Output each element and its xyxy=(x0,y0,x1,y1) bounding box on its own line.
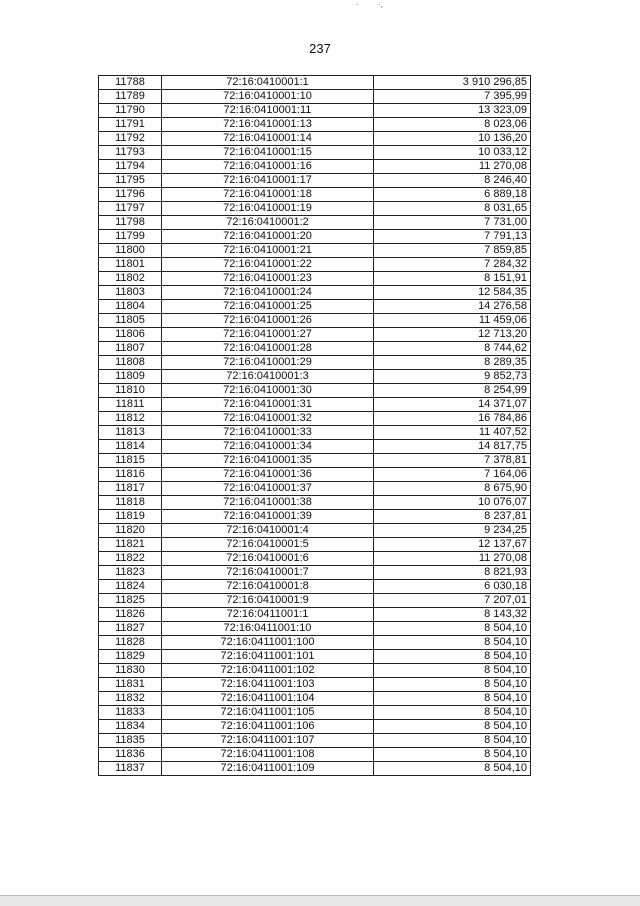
cadastral-number-cell: 72:16:0410001:16 xyxy=(162,160,374,174)
table-body xyxy=(99,76,531,776)
row-number-cell: 11799 xyxy=(99,230,162,244)
page-number: 237 xyxy=(309,41,331,56)
cadastral-value-cell: 8 504,10 xyxy=(374,664,531,678)
table-row xyxy=(99,664,531,678)
cadastral-number-cell: 72:16:0410001:39 xyxy=(162,510,374,524)
cadastral-value-cell: 6 889,18 xyxy=(374,188,531,202)
cadastral-number-cell: 72:16:0410001:35 xyxy=(162,454,374,468)
cadastral-number-cell: 72:16:0410001:11 xyxy=(162,104,374,118)
cadastral-number-cell: 72:16:0410001:13 xyxy=(162,118,374,132)
table-row xyxy=(99,384,531,398)
table-row xyxy=(99,748,531,762)
table-row xyxy=(99,678,531,692)
row-number-cell: 11823 xyxy=(99,566,162,580)
cadastral-value-cell: 8 504,10 xyxy=(374,748,531,762)
row-number-cell: 11826 xyxy=(99,608,162,622)
cadastral-value-cell: 8 151,91 xyxy=(374,272,531,286)
row-number-cell: 11814 xyxy=(99,440,162,454)
row-number-cell: 11793 xyxy=(99,146,162,160)
cadastral-number-cell: 72:16:0410001:37 xyxy=(162,482,374,496)
row-number-cell: 11836 xyxy=(99,748,162,762)
table-row xyxy=(99,328,531,342)
cadastral-number-cell: 72:16:0410001:4 xyxy=(162,524,374,538)
row-number-cell: 11828 xyxy=(99,636,162,650)
table-row xyxy=(99,482,531,496)
cadastral-value-cell: 7 378,81 xyxy=(374,454,531,468)
cadastral-number-cell: 72:16:0411001:106 xyxy=(162,720,374,734)
row-number-cell: 11827 xyxy=(99,622,162,636)
table-row xyxy=(99,496,531,510)
row-number-cell: 11808 xyxy=(99,356,162,370)
cadastral-value-cell: 7 284,32 xyxy=(374,258,531,272)
cadastral-value-cell: 7 859,85 xyxy=(374,244,531,258)
row-number-cell: 11801 xyxy=(99,258,162,272)
cadastral-number-cell: 72:16:0410001:18 xyxy=(162,188,374,202)
table-row xyxy=(99,230,531,244)
cadastral-number-cell: 72:16:0410001:6 xyxy=(162,552,374,566)
cadastral-value-cell: 8 744,62 xyxy=(374,342,531,356)
row-number-cell: 11812 xyxy=(99,412,162,426)
table-row xyxy=(99,580,531,594)
cadastral-number-cell: 72:16:0410001:33 xyxy=(162,426,374,440)
table-row xyxy=(99,734,531,748)
cadastral-value-cell: 8 246,40 xyxy=(374,174,531,188)
row-number-cell: 11806 xyxy=(99,328,162,342)
cadastral-number-cell: 72:16:0411001:109 xyxy=(162,762,374,776)
table-row xyxy=(99,720,531,734)
row-number-cell: 11833 xyxy=(99,706,162,720)
table-row xyxy=(99,286,531,300)
cadastral-number-cell: 72:16:0410001:2 xyxy=(162,216,374,230)
cadastral-value-cell: 7 164,06 xyxy=(374,468,531,482)
cadastral-value-cell: 8 504,10 xyxy=(374,692,531,706)
cadastral-value-cell: 8 504,10 xyxy=(374,720,531,734)
row-number-cell: 11825 xyxy=(99,594,162,608)
table-row xyxy=(99,398,531,412)
row-number-cell: 11831 xyxy=(99,678,162,692)
cadastral-value-cell: 16 784,86 xyxy=(374,412,531,426)
table-row xyxy=(99,202,531,216)
cadastral-value-cell: 7 207,01 xyxy=(374,594,531,608)
cadastral-value-table xyxy=(98,75,531,776)
cadastral-value-cell: 8 504,10 xyxy=(374,678,531,692)
cadastral-number-cell: 72:16:0410001:26 xyxy=(162,314,374,328)
table-row xyxy=(99,538,531,552)
table-row xyxy=(99,566,531,580)
row-number-cell: 11789 xyxy=(99,90,162,104)
cadastral-value-cell: 8 504,10 xyxy=(374,762,531,776)
cadastral-number-cell: 72:16:0410001:21 xyxy=(162,244,374,258)
table-row xyxy=(99,258,531,272)
cadastral-number-cell: 72:16:0410001:27 xyxy=(162,328,374,342)
cadastral-value-cell: 8 504,10 xyxy=(374,636,531,650)
row-number-cell: 11805 xyxy=(99,314,162,328)
cadastral-number-cell: 72:16:0411001:10 xyxy=(162,622,374,636)
table-row xyxy=(99,706,531,720)
cadastral-number-cell: 72:16:0410001:14 xyxy=(162,132,374,146)
cadastral-number-cell: 72:16:0411001:105 xyxy=(162,706,374,720)
cadastral-number-cell: 72:16:0410001:24 xyxy=(162,286,374,300)
cadastral-number-cell: 72:16:0410001:5 xyxy=(162,538,374,552)
table-row xyxy=(99,370,531,384)
table-row xyxy=(99,524,531,538)
cadastral-value-cell: 9 852,73 xyxy=(374,370,531,384)
cadastral-value-cell: 8 254,99 xyxy=(374,384,531,398)
cadastral-value-cell: 8 504,10 xyxy=(374,650,531,664)
cadastral-number-cell: 72:16:0410001:30 xyxy=(162,384,374,398)
cadastral-number-cell: 72:16:0410001:34 xyxy=(162,440,374,454)
table-row xyxy=(99,174,531,188)
row-number-cell: 11800 xyxy=(99,244,162,258)
row-number-cell: 11788 xyxy=(99,76,162,90)
table-row xyxy=(99,314,531,328)
row-number-cell: 11824 xyxy=(99,580,162,594)
table-row xyxy=(99,608,531,622)
cadastral-number-cell: 72:16:0410001:38 xyxy=(162,496,374,510)
cadastral-value-cell: 12 137,67 xyxy=(374,538,531,552)
table-row xyxy=(99,244,531,258)
cadastral-number-cell: 72:16:0410001:7 xyxy=(162,566,374,580)
table-row xyxy=(99,76,531,90)
cadastral-number-cell: 72:16:0410001:9 xyxy=(162,594,374,608)
row-number-cell: 11818 xyxy=(99,496,162,510)
table-row xyxy=(99,510,531,524)
table-row xyxy=(99,762,531,776)
cadastral-value-cell: 8 504,10 xyxy=(374,706,531,720)
row-number-cell: 11811 xyxy=(99,398,162,412)
table-row xyxy=(99,636,531,650)
row-number-cell: 11807 xyxy=(99,342,162,356)
row-number-cell: 11798 xyxy=(99,216,162,230)
row-number-cell: 11804 xyxy=(99,300,162,314)
row-number-cell: 11835 xyxy=(99,734,162,748)
cadastral-value-cell: 11 270,08 xyxy=(374,552,531,566)
cadastral-value-cell: 10 076,07 xyxy=(374,496,531,510)
cadastral-number-cell: 72:16:0411001:103 xyxy=(162,678,374,692)
table-row xyxy=(99,160,531,174)
cadastral-value-cell: 7 395,99 xyxy=(374,90,531,104)
scan-artifact: ·, xyxy=(378,0,383,9)
cadastral-value-cell: 3 910 296,85 xyxy=(374,76,531,90)
row-number-cell: 11803 xyxy=(99,286,162,300)
cadastral-number-cell: 72:16:0411001:102 xyxy=(162,664,374,678)
cadastral-value-cell: 8 031,65 xyxy=(374,202,531,216)
cadastral-number-cell: 72:16:0410001:3 xyxy=(162,370,374,384)
table-row xyxy=(99,216,531,230)
row-number-cell: 11813 xyxy=(99,426,162,440)
cadastral-number-cell: 72:16:0410001:29 xyxy=(162,356,374,370)
cadastral-number-cell: 72:16:0410001:8 xyxy=(162,580,374,594)
table-row xyxy=(99,622,531,636)
row-number-cell: 11802 xyxy=(99,272,162,286)
table-row xyxy=(99,188,531,202)
cadastral-value-cell: 13 323,09 xyxy=(374,104,531,118)
row-number-cell: 11795 xyxy=(99,174,162,188)
row-number-cell: 11791 xyxy=(99,118,162,132)
cadastral-value-cell: 10 136,20 xyxy=(374,132,531,146)
cadastral-value-cell: 8 675,90 xyxy=(374,482,531,496)
cadastral-value-cell: 12 713,20 xyxy=(374,328,531,342)
row-number-cell: 11794 xyxy=(99,160,162,174)
cadastral-value-cell: 14 371,07 xyxy=(374,398,531,412)
cadastral-number-cell: 72:16:0411001:100 xyxy=(162,636,374,650)
table-row xyxy=(99,468,531,482)
row-number-cell: 11832 xyxy=(99,692,162,706)
row-number-cell: 11796 xyxy=(99,188,162,202)
row-number-cell: 11792 xyxy=(99,132,162,146)
cadastral-number-cell: 72:16:0410001:1 xyxy=(162,76,374,90)
row-number-cell: 11797 xyxy=(99,202,162,216)
cadastral-value-cell: 11 459,06 xyxy=(374,314,531,328)
cadastral-number-cell: 72:16:0411001:1 xyxy=(162,608,374,622)
table-row xyxy=(99,132,531,146)
row-number-cell: 11820 xyxy=(99,524,162,538)
cadastral-value-cell: 7 731,00 xyxy=(374,216,531,230)
row-number-cell: 11790 xyxy=(99,104,162,118)
cadastral-value-cell: 7 791,13 xyxy=(374,230,531,244)
cadastral-number-cell: 72:16:0410001:17 xyxy=(162,174,374,188)
table-row xyxy=(99,90,531,104)
table-row xyxy=(99,146,531,160)
cadastral-number-cell: 72:16:0410001:36 xyxy=(162,468,374,482)
cadastral-value-cell: 8 237,81 xyxy=(374,510,531,524)
cadastral-number-cell: 72:16:0410001:28 xyxy=(162,342,374,356)
table-row xyxy=(99,692,531,706)
page-bottom-edge xyxy=(0,895,640,906)
row-number-cell: 11834 xyxy=(99,720,162,734)
cadastral-value-cell: 11 407,52 xyxy=(374,426,531,440)
table-row xyxy=(99,300,531,314)
row-number-cell: 11829 xyxy=(99,650,162,664)
cadastral-number-cell: 72:16:0410001:15 xyxy=(162,146,374,160)
cadastral-number-cell: 72:16:0411001:108 xyxy=(162,748,374,762)
cadastral-value-cell: 8 504,10 xyxy=(374,734,531,748)
table-row xyxy=(99,272,531,286)
cadastral-value-cell: 6 030,18 xyxy=(374,580,531,594)
row-number-cell: 11817 xyxy=(99,482,162,496)
scan-artifact: · xyxy=(356,0,359,9)
row-number-cell: 11821 xyxy=(99,538,162,552)
cadastral-number-cell: 72:16:0410001:10 xyxy=(162,90,374,104)
cadastral-value-cell: 8 821,93 xyxy=(374,566,531,580)
table-row xyxy=(99,356,531,370)
row-number-cell: 11837 xyxy=(99,762,162,776)
cadastral-value-cell: 12 584,35 xyxy=(374,286,531,300)
cadastral-number-cell: 72:16:0410001:20 xyxy=(162,230,374,244)
cadastral-number-cell: 72:16:0410001:23 xyxy=(162,272,374,286)
table-row xyxy=(99,118,531,132)
cadastral-value-cell: 8 289,35 xyxy=(374,356,531,370)
table-row xyxy=(99,412,531,426)
cadastral-number-cell: 72:16:0411001:104 xyxy=(162,692,374,706)
cadastral-value-cell: 14 817,75 xyxy=(374,440,531,454)
row-number-cell: 11810 xyxy=(99,384,162,398)
cadastral-number-cell: 72:16:0410001:25 xyxy=(162,300,374,314)
table-row xyxy=(99,594,531,608)
cadastral-number-cell: 72:16:0411001:107 xyxy=(162,734,374,748)
cadastral-number-cell: 72:16:0410001:22 xyxy=(162,258,374,272)
cadastral-value-cell: 14 276,58 xyxy=(374,300,531,314)
row-number-cell: 11830 xyxy=(99,664,162,678)
cadastral-value-cell: 8 504,10 xyxy=(374,622,531,636)
table-row xyxy=(99,440,531,454)
table-row xyxy=(99,426,531,440)
cadastral-number-cell: 72:16:0411001:101 xyxy=(162,650,374,664)
cadastral-value-cell: 10 033,12 xyxy=(374,146,531,160)
table-row xyxy=(99,454,531,468)
table-row xyxy=(99,342,531,356)
cadastral-number-cell: 72:16:0410001:32 xyxy=(162,412,374,426)
table-row xyxy=(99,650,531,664)
row-number-cell: 11809 xyxy=(99,370,162,384)
row-number-cell: 11819 xyxy=(99,510,162,524)
table-row xyxy=(99,104,531,118)
table-row xyxy=(99,552,531,566)
cadastral-value-cell: 8 023,06 xyxy=(374,118,531,132)
row-number-cell: 11815 xyxy=(99,454,162,468)
cadastral-number-cell: 72:16:0410001:31 xyxy=(162,398,374,412)
row-number-cell: 11816 xyxy=(99,468,162,482)
row-number-cell: 11822 xyxy=(99,552,162,566)
cadastral-value-cell: 11 270,08 xyxy=(374,160,531,174)
cadastral-value-cell: 8 143,32 xyxy=(374,608,531,622)
cadastral-number-cell: 72:16:0410001:19 xyxy=(162,202,374,216)
cadastral-value-cell: 9 234,25 xyxy=(374,524,531,538)
